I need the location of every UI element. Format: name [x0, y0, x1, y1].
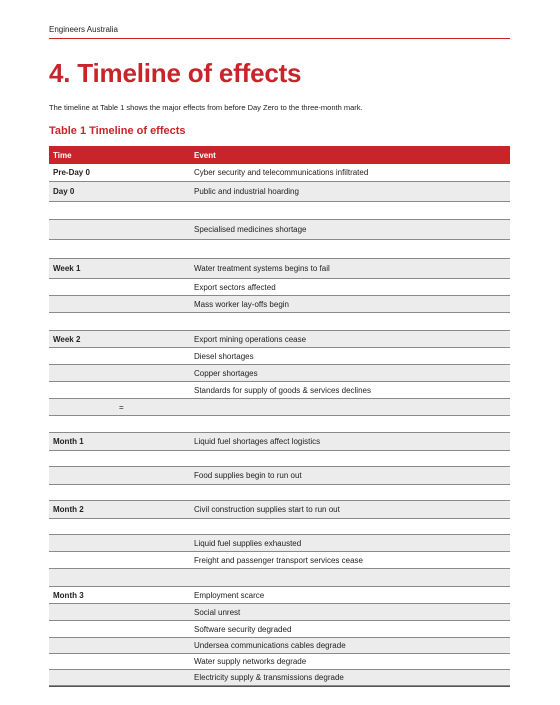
table-row — [49, 399, 510, 416]
cell-time — [49, 313, 194, 330]
cell-event: Civil construction supplies start to run out — [194, 505, 340, 514]
table-row — [49, 164, 510, 182]
cell-event: Specialised medicines shortage — [194, 225, 307, 234]
header-divider — [49, 38, 510, 39]
cell-event: Export mining operations cease — [194, 334, 307, 344]
cell-event: Export sectors affected — [194, 282, 276, 292]
column-header-event: Event — [194, 150, 216, 160]
table-row — [49, 604, 510, 621]
document-header: Engineers Australia — [49, 25, 118, 34]
table-row — [49, 182, 510, 202]
cell-time — [49, 654, 194, 669]
cell-event: Cyber security and telecommunications infiltrated — [194, 168, 369, 177]
cell-event: Software security degraded — [194, 624, 292, 634]
cell-event: Liquid fuel shortages affect logistics — [194, 437, 321, 446]
table-row — [49, 202, 510, 220]
cell-time: Pre-Day 0 — [53, 168, 90, 177]
table-body — [49, 164, 510, 686]
table-row — [49, 220, 510, 240]
cell-time: Month 1 — [53, 437, 84, 446]
cell-time — [49, 519, 194, 534]
cell-mark: = — [119, 402, 124, 412]
cell-time — [49, 451, 194, 466]
table-row — [49, 296, 510, 313]
table-row — [49, 331, 510, 348]
table-row — [49, 519, 510, 535]
cell-time — [49, 348, 194, 364]
cell-time — [49, 296, 194, 312]
cell-time — [49, 621, 194, 637]
table-row — [49, 382, 510, 399]
cell-time — [49, 365, 194, 381]
cell-time — [49, 220, 194, 239]
table-row — [49, 638, 510, 654]
cell-time — [49, 552, 194, 568]
cell-event: Public and industrial hoarding — [194, 187, 299, 196]
table-row — [49, 279, 510, 296]
cell-time — [49, 485, 194, 500]
cell-event: Freight and passenger transport services cease — [194, 555, 363, 565]
cell-time: Week 1 — [53, 264, 81, 273]
cell-event: Liquid fuel supplies exhausted — [194, 538, 302, 548]
cell-time — [49, 240, 194, 258]
table-row — [49, 348, 510, 365]
section-title: 4. Timeline of effects — [49, 58, 302, 88]
cell-event: Standards for supply of goods & services declines — [194, 385, 371, 395]
table-row — [49, 552, 510, 569]
cell-time — [49, 670, 194, 685]
column-header-time: Time — [53, 150, 72, 160]
table-header-row — [49, 146, 510, 164]
cell-time — [49, 604, 194, 620]
intro-paragraph: The timeline at Table 1 shows the major effects from before Day Zero to the three-month mark. — [49, 103, 363, 112]
table-row — [49, 535, 510, 552]
table-row — [49, 416, 510, 433]
cell-time — [49, 416, 194, 432]
cell-event: Employment scarce — [194, 590, 265, 600]
table-row — [49, 670, 510, 686]
cell-event: Electricity supply & transmissions degrade — [194, 673, 344, 682]
cell-event: Copper shortages — [194, 368, 258, 378]
cell-time: Month 2 — [53, 505, 84, 514]
cell-time — [49, 279, 194, 295]
table-row — [49, 313, 510, 331]
cell-time — [49, 638, 194, 653]
cell-event: Diesel shortages — [194, 351, 254, 361]
table-row — [49, 621, 510, 638]
cell-event: Water supply networks degrade — [194, 657, 307, 666]
cell-event: Water treatment systems begins to fail — [194, 264, 330, 273]
cell-time: Month 3 — [53, 590, 84, 600]
cell-time — [49, 569, 194, 586]
table-row — [49, 433, 510, 451]
cell-time — [49, 202, 194, 219]
cell-time: Week 2 — [53, 334, 81, 344]
table-row — [49, 501, 510, 519]
table-row — [49, 467, 510, 485]
cell-event: Social unrest — [194, 607, 241, 617]
timeline-table — [49, 146, 510, 687]
cell-event: Food supplies begin to run out — [194, 471, 302, 480]
table-row — [49, 569, 510, 587]
table-row — [49, 485, 510, 501]
cell-time — [49, 382, 194, 398]
table-caption: Table 1 Timeline of effects — [49, 125, 186, 137]
table-row — [49, 654, 510, 670]
cell-event: Mass worker lay-offs begin — [194, 299, 289, 309]
cell-time — [49, 535, 194, 551]
table-row — [49, 259, 510, 279]
cell-time: Day 0 — [53, 187, 75, 196]
table-row — [49, 240, 510, 259]
cell-event: Undersea communications cables degrade — [194, 641, 346, 650]
cell-time — [49, 467, 194, 484]
table-row — [49, 451, 510, 467]
table-row — [49, 365, 510, 382]
table-row — [49, 587, 510, 604]
